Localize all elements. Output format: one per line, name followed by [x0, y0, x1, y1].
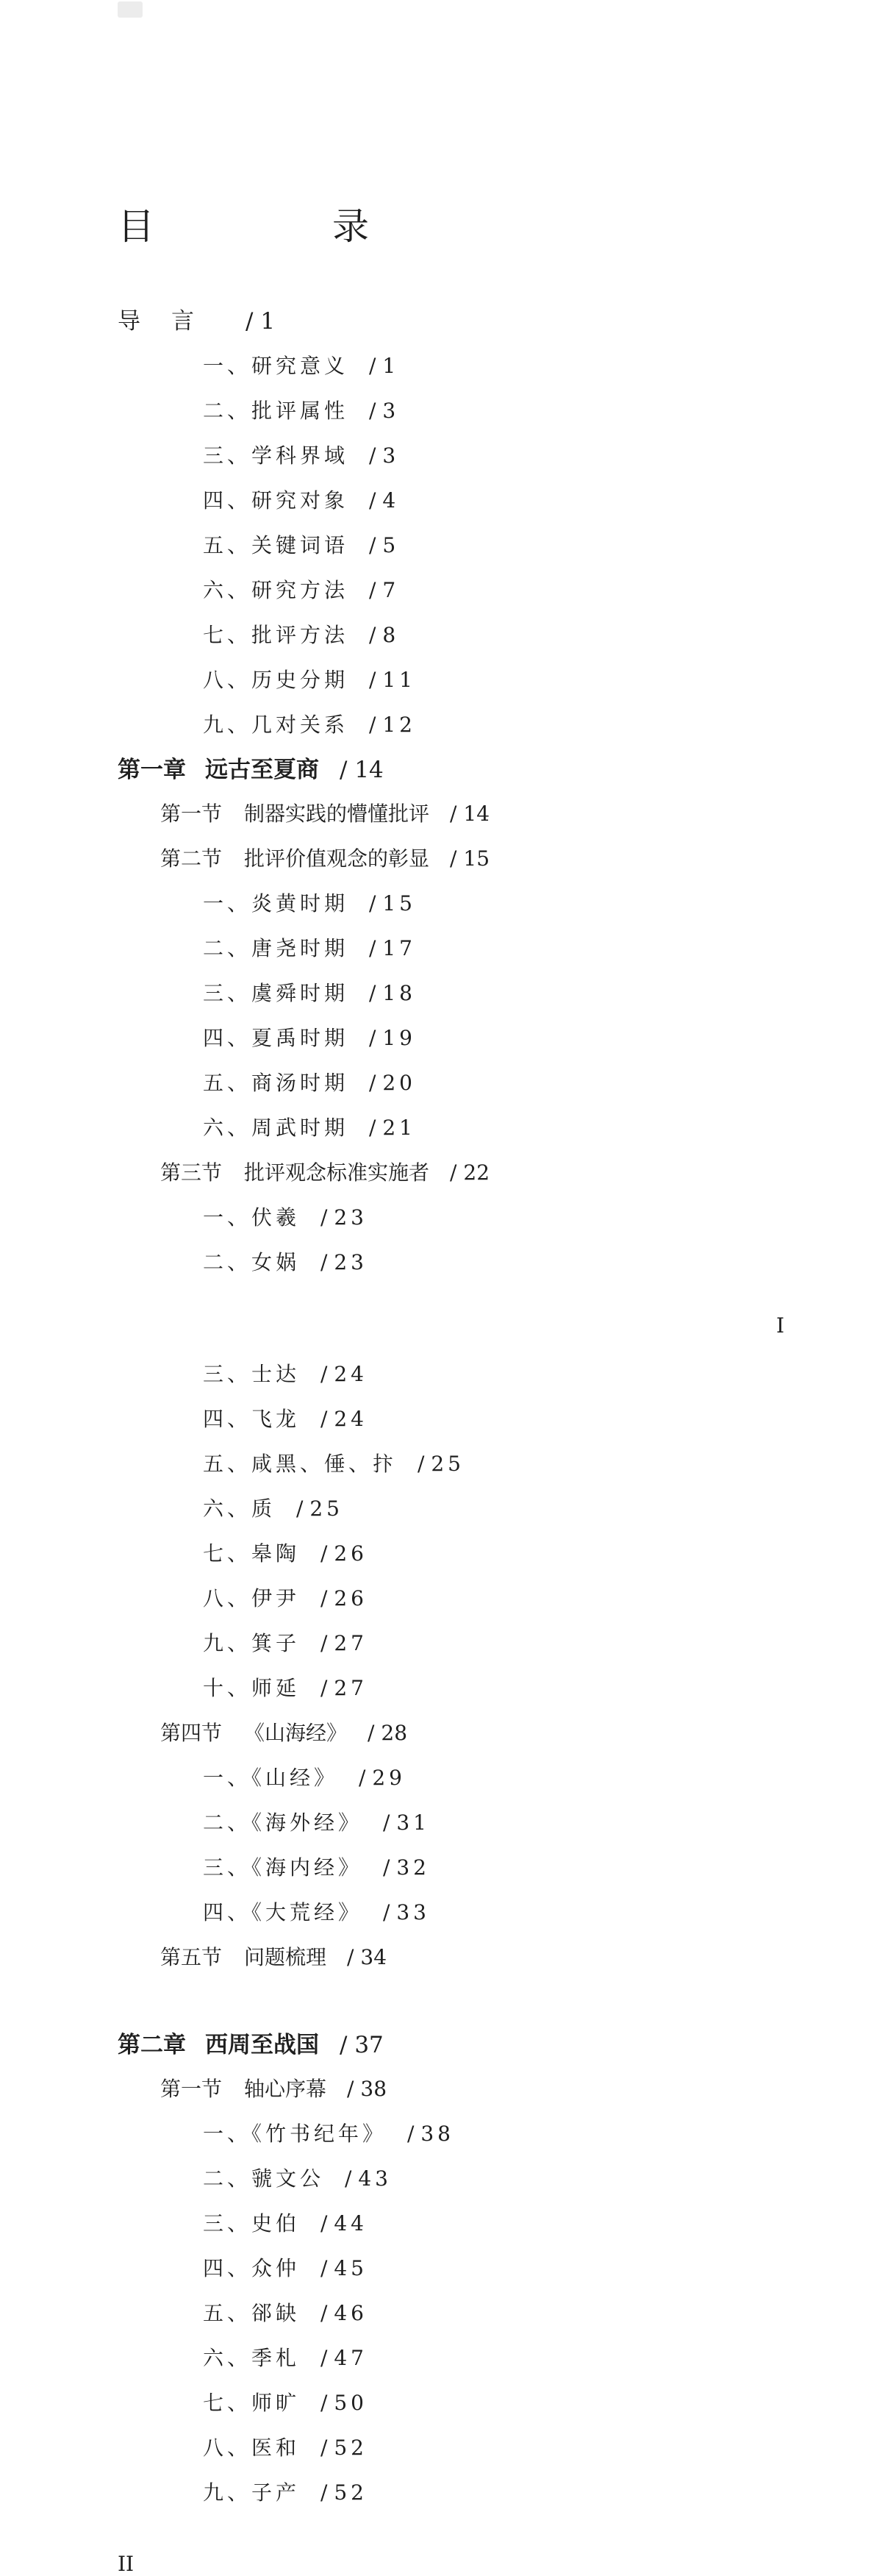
toc-entry-item	[203, 1541, 368, 1566]
item-title: 五、关键词语	[203, 533, 349, 557]
section-title: 制器实践的懵懂批评	[244, 802, 430, 826]
toc-entry-item	[203, 1454, 465, 1474]
toc-entry-item	[203, 625, 399, 646]
toc-entry-item	[203, 2258, 368, 2279]
page-separator: /	[369, 668, 383, 692]
toc-entry-item	[203, 2348, 368, 2369]
toc-entry-item	[203, 1768, 406, 1788]
toc-entry-item	[203, 2438, 368, 2458]
page-separator: /	[369, 399, 383, 423]
page-separator: /	[369, 1071, 383, 1095]
toc-entry-item	[203, 1678, 368, 1699]
item-title: 一、研究意义	[203, 354, 349, 378]
page-separator: /	[320, 2480, 334, 2505]
item-title: 八、历史分期	[203, 668, 349, 692]
page-separator: /	[320, 1676, 334, 1700]
item-title: 九、子产	[203, 2480, 301, 2505]
page-separator: /	[340, 757, 355, 783]
item-title: 二、女娲	[203, 1250, 301, 1274]
page-number: 43	[358, 2166, 392, 2191]
toc-entry-item	[203, 490, 399, 511]
page-separator: /	[450, 1160, 464, 1185]
page-separator: /	[369, 713, 383, 737]
item-title: 一、《山经》	[203, 1766, 339, 1790]
section-title: 轴心序幕	[244, 2077, 327, 2101]
page-number: 33	[396, 1900, 430, 1924]
toc-entry-item	[203, 983, 416, 1004]
page-separator: /	[320, 1362, 334, 1386]
page-number: 26	[334, 1586, 368, 1610]
page-number: 38	[420, 2122, 454, 2146]
page-separator: /	[369, 578, 383, 602]
page-separator: /	[383, 1900, 397, 1924]
toc-entry-item	[203, 401, 399, 421]
item-title: 九、箕子	[203, 1631, 301, 1655]
toc-entry-item	[203, 535, 399, 556]
item-title: 五、郤缺	[203, 2301, 301, 2325]
page-number: 28	[381, 1721, 408, 1745]
page-separator: /	[383, 1855, 397, 1880]
page-number: 46	[334, 2301, 368, 2325]
page-number: 27	[334, 1676, 368, 1700]
page-number: 14	[463, 802, 490, 826]
toc-entry-item	[203, 1207, 368, 1228]
page-number: 3	[382, 399, 400, 423]
page-number: 3	[382, 443, 400, 468]
toc-entry-item	[203, 1810, 430, 1835]
page-number: 47	[334, 2346, 368, 2370]
item-title: 三、士达	[203, 1362, 301, 1386]
item-title: 九、几对关系	[203, 713, 349, 737]
page-number: 44	[334, 2211, 368, 2236]
page-number: 24	[334, 1362, 368, 1386]
toc-entry-item	[203, 1855, 430, 1880]
item-title: 八、伊尹	[203, 1586, 301, 1610]
page-separator: /	[450, 846, 464, 871]
page-separator: /	[369, 981, 383, 1005]
toc-entry-item	[203, 893, 416, 914]
chapter-title: 西周至战国	[205, 2032, 319, 2058]
page-number: 24	[334, 1407, 368, 1431]
page-number: 15	[463, 846, 490, 871]
section-number: 第一节	[160, 802, 223, 826]
page-number: 52	[334, 2436, 368, 2460]
page-separator: /	[320, 2391, 334, 2415]
section-number: 第二节	[160, 846, 223, 871]
item-title: 三、史伯	[203, 2211, 301, 2236]
toc-entry-section	[160, 846, 490, 871]
toc-entry-item	[203, 1252, 368, 1273]
page-separator: /	[246, 308, 261, 335]
page-number: 23	[334, 1205, 368, 1230]
corner-mark	[118, 1, 143, 18]
item-title: 七、师旷	[203, 2391, 301, 2415]
toc-entry-item	[203, 1902, 430, 1923]
item-title: 四、众仲	[203, 2256, 301, 2280]
item-title: 六、质	[203, 1496, 276, 1521]
page-separator: /	[320, 2256, 334, 2280]
section-title: 批评价值观念的彰显	[244, 846, 430, 871]
page-number: 14	[354, 757, 384, 783]
page-title: 目 录	[118, 205, 440, 248]
section-number: 第一节	[160, 2077, 223, 2101]
page-number: 32	[396, 1855, 430, 1880]
toc-entry-section	[160, 1160, 490, 1185]
page-separator: /	[320, 1586, 334, 1610]
page-separator: /	[418, 1452, 431, 1476]
page-number: 45	[334, 2256, 368, 2280]
page-separator: /	[347, 2077, 361, 2101]
item-title: 五、商汤时期	[203, 1071, 349, 1095]
toc-entry-section	[160, 804, 490, 824]
section-title: 批评观念标准实施者	[244, 1160, 430, 1185]
chapter-title: 远古至夏商	[205, 757, 319, 783]
page-number: 29	[372, 1766, 406, 1790]
page-number: 7	[382, 578, 400, 602]
item-title: 六、周武时期	[203, 1116, 349, 1140]
section-number: 第四节	[160, 1721, 223, 1745]
toc-entry-section	[160, 1723, 407, 1744]
page-number: 18	[382, 981, 416, 1005]
page-number: 1	[260, 308, 276, 335]
toc-entry-item	[203, 938, 416, 959]
page-separator: /	[369, 443, 383, 468]
page-number: 37	[354, 2032, 384, 2058]
item-title: 二、《海外经》	[203, 1810, 363, 1835]
page-separator: /	[369, 488, 383, 513]
page-separator: /	[369, 1026, 383, 1050]
page-separator: /	[320, 1205, 334, 1230]
item-title: 四、飞龙	[203, 1407, 301, 1431]
item-title: 一、伏羲	[203, 1205, 301, 1230]
page-separator: /	[320, 2346, 334, 2370]
toc-entry-item	[203, 670, 416, 691]
toc-entry-item	[203, 2166, 392, 2191]
page-number: 27	[334, 1631, 368, 1655]
page-number: 52	[334, 2480, 368, 2505]
toc-entry-item	[203, 2303, 368, 2324]
toc-entry-item	[203, 1364, 368, 1385]
page-separator: /	[347, 1945, 361, 1969]
page-separator: /	[450, 802, 464, 826]
page-number: 23	[334, 1250, 368, 1274]
page-number: 5	[382, 533, 400, 557]
toc-entry-item	[203, 1118, 416, 1138]
page-number: 50	[334, 2391, 368, 2415]
item-title: 二、虢文公	[203, 2166, 325, 2191]
page-separator: /	[407, 2122, 421, 2146]
toc-entry-item	[203, 580, 399, 601]
toc-entry-item	[203, 1496, 343, 1521]
page-separator: /	[359, 1766, 373, 1790]
item-title: 七、批评方法	[203, 623, 349, 647]
page-number: 38	[360, 2077, 387, 2101]
page-number: 15	[382, 891, 416, 916]
item-title: 一、《竹书纪年》	[203, 2122, 387, 2146]
item-title: 四、夏禹时期	[203, 1026, 349, 1050]
page-number: 20	[382, 1071, 416, 1095]
page-number: 11	[382, 668, 416, 692]
page-separator: /	[345, 2166, 359, 2191]
toc-entry-item	[203, 1073, 416, 1093]
item-title: 一、炎黄时期	[203, 891, 349, 916]
item-title: 三、学科界域	[203, 443, 349, 468]
toc-entry-item	[203, 443, 400, 468]
chapter-number: 第一章	[118, 757, 186, 783]
item-title: 四、《大荒经》	[203, 1900, 363, 1924]
item-title: 二、唐尧时期	[203, 936, 349, 960]
page-number: 22	[463, 1160, 490, 1185]
toc-entry-item	[203, 2480, 368, 2505]
item-title: 四、研究对象	[203, 488, 349, 513]
page-separator: /	[369, 623, 383, 647]
toc-entry-chapter	[118, 759, 384, 782]
toc-entry-item	[203, 356, 399, 377]
page-number: 19	[382, 1026, 416, 1050]
toc-entry-item	[203, 1588, 368, 1609]
page-separator: /	[320, 1541, 334, 1566]
page-separator: /	[368, 1721, 381, 1745]
page-separator: /	[320, 1407, 334, 1431]
page-folio-1: I	[776, 1313, 785, 1338]
page-number: 26	[334, 1541, 368, 1566]
page-separator: /	[369, 891, 383, 916]
page-separator: /	[320, 1631, 334, 1655]
item-title: 七、皋陶	[203, 1541, 301, 1566]
page-separator: /	[369, 936, 383, 960]
page-separator: /	[320, 1250, 334, 1274]
toc-entry-item	[203, 2393, 368, 2413]
page-separator: /	[369, 354, 383, 378]
toc-entry-item	[203, 1028, 416, 1049]
section-title: 《山海经》	[244, 1721, 348, 1745]
page-separator: /	[369, 1116, 383, 1140]
toc-entry-item	[203, 2124, 454, 2144]
toc-entry-section	[160, 1947, 387, 1968]
page-separator: /	[296, 1496, 310, 1521]
page-separator: /	[383, 1810, 397, 1835]
item-title: 八、医和	[203, 2436, 301, 2460]
intro-title: 导言	[118, 308, 225, 335]
page-number: 25	[309, 1496, 343, 1521]
item-title: 六、研究方法	[203, 578, 349, 602]
toc-entry-item	[203, 1633, 368, 1654]
toc-entry-chapter	[118, 2034, 384, 2057]
page-separator: /	[340, 2032, 355, 2058]
page-number: 21	[382, 1116, 416, 1140]
page-separator: /	[320, 2301, 334, 2325]
page-number: 1	[382, 354, 400, 378]
item-title: 十、师延	[203, 1676, 301, 1700]
item-title: 三、《海内经》	[203, 1855, 363, 1880]
page-number: 8	[382, 623, 400, 647]
item-title: 三、虞舜时期	[203, 981, 349, 1005]
toc-entry-intro	[118, 310, 275, 333]
toc-entry-item	[203, 1409, 368, 1430]
toc-entry-item	[203, 2213, 368, 2234]
page-number: 4	[382, 488, 400, 513]
section-number: 第三节	[160, 1160, 223, 1185]
toc-entry-item	[203, 715, 416, 735]
section-title: 问题梳理	[244, 1945, 327, 1969]
page-separator: /	[320, 2211, 334, 2236]
item-title: 六、季札	[203, 2346, 301, 2370]
page-number: 25	[431, 1452, 465, 1476]
page-number: 17	[382, 936, 416, 960]
chapter-number: 第二章	[118, 2032, 186, 2058]
page-number: 34	[360, 1945, 387, 1969]
page-number: 31	[396, 1810, 430, 1835]
section-number: 第五节	[160, 1945, 223, 1969]
item-title: 五、咸黑、倕、抃	[203, 1452, 398, 1476]
page-separator: /	[369, 533, 383, 557]
toc-entry-section	[160, 2079, 387, 2099]
page-separator: /	[320, 2436, 334, 2460]
page-folio-2: II	[118, 2552, 135, 2576]
item-title: 二、批评属性	[203, 399, 349, 423]
page-number: 12	[382, 713, 416, 737]
